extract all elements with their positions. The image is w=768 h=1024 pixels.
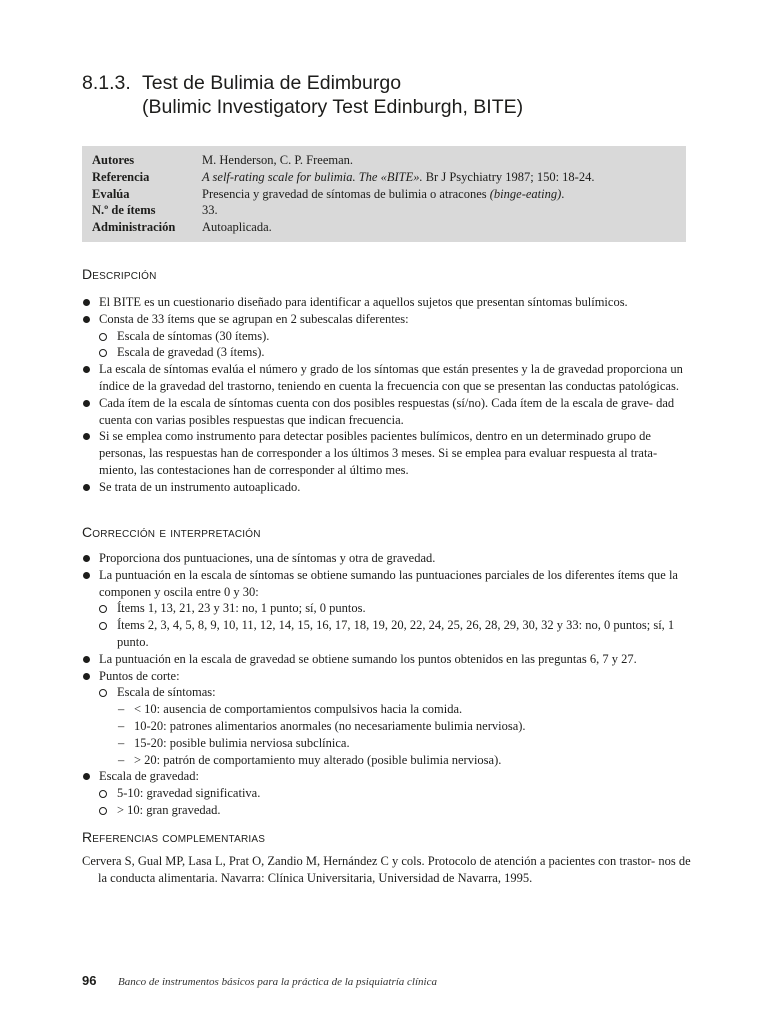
info-row-administracion bbox=[92, 219, 676, 236]
page-footer bbox=[82, 973, 686, 988]
title-line-1: Test de Bulimia de Edimburgo bbox=[142, 72, 402, 94]
list-item: La puntuación en la escala de gravedad se obtiene sumando los puntos obtenidos en las preguntas 6, 7 y 27. bbox=[82, 651, 688, 668]
info-value bbox=[202, 186, 676, 203]
reference-title: A self-rating scale for bulimia. The «BITE». bbox=[202, 169, 423, 184]
correccion-list bbox=[82, 550, 688, 819]
list-item: Ítems 2, 3, 4, 5, 8, 9, 10, 11, 12, 14, 15, 16, 17, 18, 19, 20, 22, 24, 25, 26, 28, 29, 30, 32 y 33: no, 0 puntos; sí, 1 punto. bbox=[82, 617, 688, 651]
info-key: Referencia bbox=[92, 169, 150, 184]
reference-source: Br J Psychiatry 1987; 150: 18-24. bbox=[422, 169, 595, 184]
list-item: El BITE es un cuestionario diseñado para identificar a aquellos sujetos que presentan síntomas bulímicos. bbox=[82, 294, 688, 311]
list-item: Se trata de un instrumento autoaplicado. bbox=[82, 479, 688, 496]
list-item: > 10: gran gravedad. bbox=[82, 802, 688, 819]
page-number: 96 bbox=[82, 973, 97, 988]
info-key: Evalúa bbox=[92, 186, 130, 201]
list-item: Proporciona dos puntuaciones, una de síntomas y otra de gravedad. bbox=[82, 550, 688, 567]
info-value: M. Henderson, C. P. Freeman. bbox=[202, 153, 354, 167]
list-item: Ítems 1, 13, 21, 23 y 31: no, 1 punto; sí, 0 puntos. bbox=[82, 600, 688, 617]
list-item: – 15-20: posible bulimia nerviosa subclínica. bbox=[82, 735, 688, 752]
list-item: Puntos de corte: bbox=[82, 668, 688, 685]
info-row-autores bbox=[92, 152, 676, 169]
heading-referencias: Referencias complementarias bbox=[82, 829, 266, 845]
list-item: Cada ítem de la escala de síntomas cuenta con dos posibles respuestas (sí/no). Cada ítem de la escala de grave- dad cuenta con varias posibles respuestas que indican frecuencia. bbox=[82, 395, 688, 429]
info-row-referencia bbox=[92, 169, 676, 186]
reference-entry: Cervera S, Gual MP, Lasa L, Prat O, Zandio M, Hernández C y cols. Protocolo de atención a pacientes con trastor- nos de la conducta alimentaria. Navarra: Clínica Universitaria, Universidad de Navarra, 1995. bbox=[82, 854, 691, 885]
title-line-2: (Bulimic Investigatory Test Edinburgh, BITE) bbox=[142, 96, 524, 118]
info-value: Autoaplicada. bbox=[202, 220, 272, 235]
info-key: Autores bbox=[92, 153, 135, 167]
evalua-tail: . bbox=[561, 186, 565, 201]
descripcion-list bbox=[82, 294, 688, 496]
footer-text: Banco de instrumentos básicos para la práctica de la psiquiatría clínica bbox=[118, 976, 437, 988]
list-item: – 10-20: patrones alimentarios anormales (no necesariamente bulimia nerviosa). bbox=[82, 718, 688, 735]
evalua-text: Presencia y gravedad de síntomas de bulimia o atracones bbox=[202, 186, 490, 201]
list-item: Si se emplea como instrumento para detectar posibles pacientes bulímicos, dentro en un determinado grupo de personas, las respuestas han de corresponder a los últimos 3 meses. Si se emplea para evaluar respuesta al trata- miento, las contestaciones han de corresponder al último mes. bbox=[82, 428, 688, 478]
heading-correccion: Corrección e interpretación bbox=[82, 524, 261, 540]
info-box bbox=[82, 146, 686, 242]
info-key: N.º de ítems bbox=[92, 203, 156, 218]
list-item: Escala de síntomas (30 ítems). bbox=[82, 328, 688, 345]
list-item: 5-10: gravedad significativa. bbox=[82, 785, 688, 802]
info-value bbox=[202, 169, 676, 186]
info-key: Administración bbox=[92, 220, 176, 235]
list-item: La escala de síntomas evalúa el número y grado de los síntomas que están presentes y la de gravedad proporciona un índice de la gravedad del trastorno, teniendo en cuenta la frecuencia con que se presentan las conductas patológicas. bbox=[82, 361, 688, 395]
list-item: – < 10: ausencia de comportamientos compulsivos hacia la comida. bbox=[82, 701, 688, 718]
page-title bbox=[82, 71, 702, 119]
list-item: Escala de gravedad: bbox=[82, 768, 688, 785]
list-item: Escala de gravedad (3 ítems). bbox=[82, 344, 688, 361]
info-row-evalua bbox=[92, 186, 676, 203]
evalua-italic: (binge-eating) bbox=[489, 186, 562, 201]
list-item: Consta de 33 ítems que se agrupan en 2 subescalas diferentes: bbox=[82, 311, 688, 328]
heading-descripcion: Descripción bbox=[82, 266, 157, 282]
list-item: Escala de síntomas: bbox=[82, 684, 688, 701]
info-value: 33. bbox=[202, 203, 218, 218]
section-number: 8.1.3. bbox=[82, 72, 131, 94]
info-row-items bbox=[92, 202, 676, 219]
list-item: La puntuación en la escala de síntomas se obtiene sumando las puntuaciones parciales de los diferentes ítems que la componen y oscila entre 0 y 30: bbox=[82, 567, 688, 601]
list-item: – > 20: patrón de comportamiento muy alterado (posible bulimia nerviosa). bbox=[82, 752, 688, 769]
